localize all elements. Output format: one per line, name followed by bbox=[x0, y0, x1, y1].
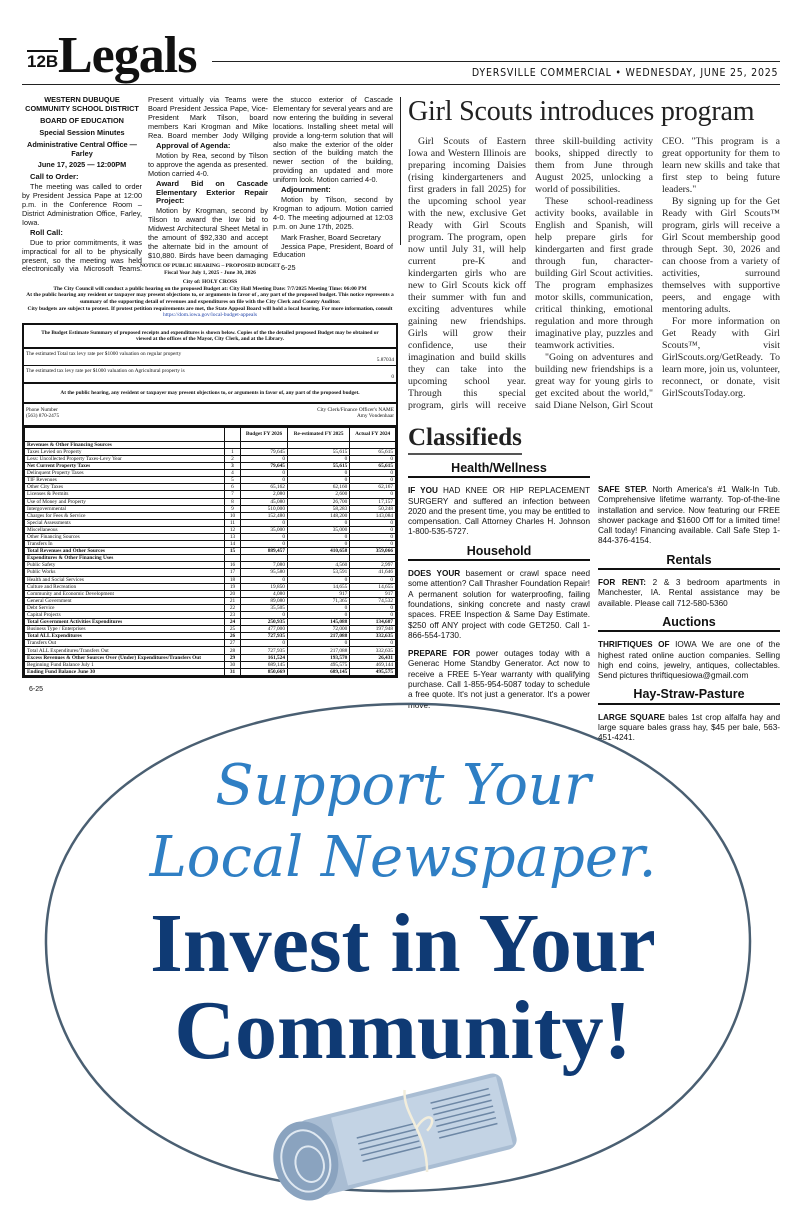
roll-call-text: Due to prior commitments, it was impractical for all to be physically present, so the meeting was held electronically via Microsoft Teams. bbox=[22, 238, 142, 274]
budget-line-number: 9 bbox=[225, 505, 241, 512]
budget-row-label: Revenues & Other Financing Sources bbox=[25, 441, 225, 448]
budget-value-2026: 0 bbox=[241, 541, 288, 548]
budget-row bbox=[25, 541, 396, 548]
budget-value-2026: 0 bbox=[241, 519, 288, 526]
budget-row-label: Total ALL Expenditures/Transfers Out bbox=[25, 647, 225, 654]
budget-value-2025: 0 bbox=[287, 612, 349, 619]
budget-value-2025: 148,200 bbox=[287, 512, 349, 519]
budget-value-2026: 0 bbox=[241, 477, 288, 484]
classified-ad-lead: DOES YOUR bbox=[408, 569, 461, 579]
budget-value-2024: 917 bbox=[350, 590, 396, 597]
budget-row bbox=[25, 519, 396, 526]
call-to-order-text: The meeting was called to order by President Jessica Pape at 12:00 p.m. in the Conference Room – District Administration Office, Farley, Iowa. bbox=[22, 182, 142, 227]
budget-value-2026: 510,000 bbox=[241, 505, 288, 512]
budget-line-number: 2 bbox=[225, 455, 241, 462]
budget-value-2026: 95,580 bbox=[241, 569, 288, 576]
budget-value-2025: 26,700 bbox=[287, 498, 349, 505]
budget-value-2026: 79,645 bbox=[241, 448, 288, 455]
budget-value-2026: 19,850 bbox=[241, 583, 288, 590]
budget-value-2025: 58,283 bbox=[287, 505, 349, 512]
budget-row bbox=[25, 604, 396, 611]
budget-row-label: Total ALL Expenditures bbox=[25, 633, 225, 640]
budget-line-number: 13 bbox=[225, 533, 241, 540]
budget-value-2024: 495,575 bbox=[350, 668, 396, 675]
classified-ad-lead: PREPARE FOR bbox=[408, 649, 471, 659]
budget-row-label: Capital Projects bbox=[25, 612, 225, 619]
budget-value-2025: 217,088 bbox=[287, 647, 349, 654]
budget-row bbox=[25, 647, 396, 654]
budget-value-2024: 50,248 bbox=[350, 505, 396, 512]
budget-row bbox=[25, 441, 396, 448]
classified-ad-text: bales 1st crop alfalfa hay and large square bales grass hay, $45 per bale, 563-451-4241. bbox=[598, 712, 780, 743]
budget-line-number: 29 bbox=[225, 654, 241, 661]
budget-line-number: 22 bbox=[225, 604, 241, 611]
budget-value-2026: 7,080 bbox=[241, 562, 288, 569]
budget-row bbox=[25, 640, 396, 647]
phone-value: (563) 870-2475 bbox=[26, 412, 60, 419]
budget-line-number bbox=[225, 555, 241, 562]
agenda-text: Motion by Rea, second by Tilson to approve the agenda as presented. Motion carried 4-0. bbox=[148, 150, 268, 178]
classified-category-heading: Auctions bbox=[598, 617, 780, 632]
budget-row-label: Special Assessments bbox=[25, 519, 225, 526]
page-number: 12B bbox=[27, 52, 59, 71]
budget-row bbox=[25, 455, 396, 462]
budget-value-2026: 65,162 bbox=[241, 484, 288, 491]
budget-value-2024: 74,532 bbox=[350, 597, 396, 604]
col-header-2025: Re-estimated FY 2025 bbox=[287, 427, 349, 441]
budget-row bbox=[25, 463, 396, 470]
budget-value-2026: 2,080 bbox=[241, 491, 288, 498]
budget-value-2025: 72,000 bbox=[287, 626, 349, 633]
article-paragraph: Girl Scouts of Eastern Iowa and Western Illinois are preparing incoming Daisies (rising kindergarteners and first graders in fall 2025) for the upcoming school year with the new, exclusive Get Ready with Girl Scouts program. The program, open now until July 31, will help current pre-K and kindergarten girls who are new to Girl Scouts kick off their summer with fun and exciting adventures while gaining new friendships. Girls will grow their confidence, use their imagination and build skills they can take into the upcoming school year. Through this special program, girls will receive three skill-building activity books, shipped directly to them from June through August 2025, unlocking a world of possibilities. bbox=[408, 136, 653, 411]
budget-value-2025 bbox=[287, 441, 349, 448]
budget-row-label: Miscellaneous bbox=[25, 526, 225, 533]
budget-value-2025: 0 bbox=[287, 519, 349, 526]
budget-value-2026: 0 bbox=[241, 576, 288, 583]
budget-row bbox=[25, 484, 396, 491]
budget-value-2026: 0 bbox=[241, 640, 288, 647]
classified-ad-lead: FOR RENT: bbox=[598, 578, 647, 588]
budget-value-2024: 26,431 bbox=[350, 654, 396, 661]
article-paragraph: These school-readiness activity books, available in English and Spanish, will help prepare girls for kindergarten and first grade through fun, character-building Girl Scout activities. The program emphasizes motor skills, communication, critical thinking, emotional regulation and more through imaginative play, puzzles and teamwork activities. bbox=[535, 196, 653, 351]
budget-row-label: Culture and Recreation bbox=[25, 583, 225, 590]
budget-value-2026: 35,000 bbox=[241, 526, 288, 533]
budget-line-number: 12 bbox=[225, 526, 241, 533]
budget-value-2026: 850,669 bbox=[241, 668, 288, 675]
budget-row-label: Delinquent Property Taxes bbox=[25, 470, 225, 477]
budget-value-2024: 0 bbox=[350, 491, 396, 498]
article-paragraph: By signing up for the Get Ready with Girl Scouts™ program, girls will receive a Girl Scout membership good through Sept. 30, 2026 and can choose from a variety of activities, surround themselves with supportive peers, and engage with mentoring adults. bbox=[662, 196, 780, 315]
award-heading: Award Bid on Cascade Elementary Exterior Repair Project: bbox=[156, 178, 268, 206]
budget-row-label: Health and Social Services bbox=[25, 576, 225, 583]
budget-line-number: 15 bbox=[225, 548, 241, 555]
budget-row bbox=[25, 470, 396, 477]
budget-summary-intro: The Budget Estimate Summary of proposed receipts and expenditures is shown below. Copies of the the detailed proposed Budget may be obtained or viewed at the offices of the Mayor, City Clerk, and at the Library. bbox=[24, 325, 396, 349]
budget-value-2026: 45,080 bbox=[241, 498, 288, 505]
budget-row-label: Use of Money and Property bbox=[25, 498, 225, 505]
budget-value-2026 bbox=[241, 555, 288, 562]
budget-value-2025: 2,600 bbox=[287, 491, 349, 498]
budget-row-label: General Government bbox=[25, 597, 225, 604]
budget-line-number: 18 bbox=[225, 576, 241, 583]
budget-row-label: Less: Uncollected Property Taxes-Levy Year bbox=[25, 455, 225, 462]
budget-value-2026: 477,000 bbox=[241, 626, 288, 633]
classified-ad bbox=[598, 640, 780, 681]
budget-value-2024: 0 bbox=[350, 541, 396, 548]
budget-notice bbox=[22, 263, 398, 693]
budget-line-number: 31 bbox=[225, 668, 241, 675]
budget-row-label: Net Current Property Taxes bbox=[25, 463, 225, 470]
line-header bbox=[225, 427, 241, 441]
award-text: Motion by Krogman, second by Tilson to award the low bid to Midwest Architectural Sheet Metal in the amount of $92,330 and accept the alternate bid in the amount of $10,880. Birds have been damaging bbox=[148, 207, 268, 260]
budget-row-label: Transfers Out bbox=[25, 640, 225, 647]
roll-call-heading: Roll Call: bbox=[30, 227, 63, 237]
budget-value-2026: 79,645 bbox=[241, 463, 288, 470]
classified-ad-text: power outages today with a Generac Home Standby Generator. Act now to receive a FREE 5-Year warranty with qualifying purchase. Call 1-855-954-5087 today to schedule a free quote. It's not just a generator. It's a power move. bbox=[408, 649, 591, 710]
notice-fiscal-year: Fiscal Year July 1, 2025 - June 30, 2026 bbox=[164, 269, 256, 276]
minutes-heading: BOARD OF EDUCATION bbox=[40, 115, 124, 125]
minutes-heading: Administrative Central Office — Farley bbox=[27, 139, 137, 158]
article-paragraph: For more information on Get Ready with Girl Scouts™, visit GirlScouts.org/GetReady. To learn more, join us, volunteer, reconnect, or donate, visit GirlScoutsToday.org. bbox=[662, 316, 780, 399]
ad-headline-line-1: Invest in Your bbox=[150, 897, 656, 990]
agenda-heading: Approval of Agenda: bbox=[156, 141, 231, 150]
budget-value-2026 bbox=[241, 441, 288, 448]
budget-row-label: Ending Fund Balance June 30 bbox=[25, 668, 225, 675]
budget-value-2025: 71,365 bbox=[287, 597, 349, 604]
budget-value-2026: 727,935 bbox=[241, 647, 288, 654]
budget-row-label: Total Government Activities Expenditures bbox=[25, 619, 225, 626]
col-header-2024: Actual FY 2024 bbox=[350, 427, 396, 441]
budget-line-number: 20 bbox=[225, 590, 241, 597]
classified-ad-lead: IF YOU bbox=[408, 486, 438, 496]
budget-row-label: Public Works bbox=[25, 569, 225, 576]
budget-line-number: 7 bbox=[225, 491, 241, 498]
budget-value-2024: 0 bbox=[350, 576, 396, 583]
budget-value-2024: 197,948 bbox=[350, 626, 396, 633]
paper-dateline: DYERSVILLE COMMERCIAL • WEDNESDAY, JUNE 25, 2025 bbox=[471, 66, 778, 79]
budget-line-number bbox=[225, 441, 241, 448]
budget-row-label: Other Financing Sources bbox=[25, 533, 225, 540]
budget-value-2024: 41,646 bbox=[350, 569, 396, 576]
budget-value-2025: 4,560 bbox=[287, 562, 349, 569]
classified-category-heading: Health/Wellness bbox=[408, 463, 590, 478]
budget-row bbox=[25, 626, 396, 633]
budget-value-2025: 0 bbox=[287, 576, 349, 583]
budget-value-2025: 917 bbox=[287, 590, 349, 597]
budget-value-2025: 0 bbox=[287, 455, 349, 462]
budget-line-number: 4 bbox=[225, 470, 241, 477]
article-body bbox=[408, 136, 780, 412]
minutes-heading: WESTERN DUBUQUE COMMUNITY SCHOOL DISTRICT bbox=[25, 95, 139, 113]
classified-ad-text: basement or crawl space need some attention? Call Thrasher Foundation Repair! A permanent solution for waterproofing, failing foundations, sinking concrete and nasty crawl spaces. FREE Inspection & Same Day Estimate. $250 off ANY project with code GET250. Call 1-866-554-1730. bbox=[408, 569, 590, 640]
clerk-label: City Clerk/Finance Officer's NAME bbox=[317, 406, 394, 413]
budget-line-number: 26 bbox=[225, 633, 241, 640]
budget-value-2025: 53,591 bbox=[287, 569, 349, 576]
budget-row bbox=[25, 548, 396, 555]
minutes-code: 6-25 bbox=[281, 263, 296, 273]
classifieds-title: Classifieds bbox=[408, 424, 522, 455]
header-divider bbox=[22, 84, 780, 85]
budget-line-number: 21 bbox=[225, 597, 241, 604]
budget-row-label: Excess Revenues & Other Sources Over (Under) Expenditures/Transfers Out bbox=[25, 654, 225, 661]
article-paragraph: "Going on adventures and building new friendships is a great way for young girls to get excited about the world," said Diane Nelson, Girl Scout CEO. "This program is a great opportunity for them to learn new skills and take that first step to being future leaders." bbox=[535, 136, 780, 411]
budget-value-2024: 0 bbox=[350, 533, 396, 540]
roll-call-continued: Present virtually via Teams were Board President Jessica Pape, Vice-President Mark Tilson, board members Kari Krogman and Mike Rea. Board member Jody Willging bbox=[148, 96, 268, 140]
budget-value-2024: 2,997 bbox=[350, 562, 396, 569]
adjournment-text: Motion by Tilson, second by Krogman to adjourn. Motion carried 4-0. The meeting adjourned at 12:03 p.m. on June 17th, 2025. bbox=[273, 194, 393, 231]
budget-value-2024 bbox=[350, 555, 396, 562]
col-header-2026: Budget FY 2026 bbox=[241, 427, 288, 441]
budget-value-2026: 727,935 bbox=[241, 633, 288, 640]
budget-value-2025: 14,655 bbox=[287, 583, 349, 590]
budget-value-2024 bbox=[350, 441, 396, 448]
budget-line-number: 3 bbox=[225, 463, 241, 470]
levy-rate-regular-value: 5.87034 bbox=[376, 356, 394, 363]
budget-value-2024: 0 bbox=[350, 519, 396, 526]
budget-row-label: Public Safety bbox=[25, 562, 225, 569]
budget-row-label: Beginning Fund Balance July 1 bbox=[25, 661, 225, 668]
budget-value-2026: 0 bbox=[241, 612, 288, 619]
budget-value-2024: 0 bbox=[350, 470, 396, 477]
budget-line-number: 8 bbox=[225, 498, 241, 505]
budget-row-label: Community and Economic Development bbox=[25, 590, 225, 597]
section-title: Legals bbox=[58, 27, 197, 84]
budget-value-2025: 193,570 bbox=[287, 654, 349, 661]
article-headline: Girl Scouts introduces program bbox=[408, 96, 755, 127]
budget-row-label: Total Revenues and Other Sources bbox=[25, 548, 225, 555]
phone-label: Phone Number bbox=[26, 406, 58, 413]
budget-row-label: Debt Service bbox=[25, 604, 225, 611]
budget-row bbox=[25, 583, 396, 590]
call-to-order-heading: Call to Order: bbox=[30, 172, 79, 182]
budget-row-label: Business Type / Enterprises bbox=[25, 626, 225, 633]
budget-line-number: 6 bbox=[225, 484, 241, 491]
classified-category-heading: Hay-Straw-Pasture bbox=[598, 689, 780, 704]
budget-value-2024: 469,144 bbox=[350, 661, 396, 668]
budget-line-number: 19 bbox=[225, 583, 241, 590]
budget-table bbox=[24, 427, 396, 676]
budget-row bbox=[25, 668, 396, 675]
notice-code: 6-25 bbox=[29, 685, 44, 693]
budget-line-number: 24 bbox=[225, 619, 241, 626]
budget-value-2024: 332,635 bbox=[350, 647, 396, 654]
budget-line-number: 14 bbox=[225, 541, 241, 548]
budget-value-2025: 0 bbox=[287, 470, 349, 477]
budget-line-number: 27 bbox=[225, 640, 241, 647]
column-divider bbox=[400, 97, 401, 245]
budget-row-label: Expenditures & Other Financing Uses bbox=[25, 555, 225, 562]
budget-value-2026: 89,080 bbox=[241, 597, 288, 604]
budget-row bbox=[25, 654, 396, 661]
header-rule bbox=[212, 61, 780, 62]
budget-value-2025: 0 bbox=[287, 640, 349, 647]
classified-ad-text: IOWA We are one of the highest rated online auction companies. Selling high end coins, jewelry, antiques, collectables. Send pictures thriftiquesiowa@gmail.com bbox=[598, 640, 780, 681]
budget-value-2024: 17,157 bbox=[350, 498, 396, 505]
budget-row bbox=[25, 597, 396, 604]
budget-row bbox=[25, 661, 396, 668]
hearing-statement: At the public hearing, any resident or taxpayer may present objections to, or arguments in favor of, any part of the proposed budget. bbox=[24, 384, 396, 404]
budget-value-2025: 217,088 bbox=[287, 633, 349, 640]
budget-row bbox=[25, 576, 396, 583]
budget-row bbox=[25, 526, 396, 533]
classified-category-heading: Rentals bbox=[598, 555, 780, 570]
budget-value-2024: 0 bbox=[350, 526, 396, 533]
budget-row bbox=[25, 569, 396, 576]
levy-rate-ag-value: 0 bbox=[391, 373, 394, 380]
budget-value-2024: 134,687 bbox=[350, 619, 396, 626]
budget-row bbox=[25, 533, 396, 540]
budget-row bbox=[25, 505, 396, 512]
budget-row bbox=[25, 512, 396, 519]
budget-line-number: 16 bbox=[225, 562, 241, 569]
budget-value-2026: 0 bbox=[241, 470, 288, 477]
notice-line-2: At the public hearing any resident or taxpayer may present objections to, or arguments in favor of , any part of the proposed budget. This notice represents a summary of the supporting detail of revenues and expenditures on file with the City Clerk and County Auditor. bbox=[26, 292, 394, 305]
levy-rate-regular-label: The estimated Total tax levy rate per $1000 valuation on regular property bbox=[26, 350, 182, 357]
budget-value-2026: 689,145 bbox=[241, 661, 288, 668]
classified-ad-text: 2 & 3 bedroom apartments in Manchester, IA. Rental assistance may be available. Please call 712-580-5360 bbox=[598, 578, 780, 608]
budget-line-number: 17 bbox=[225, 569, 241, 576]
classified-ad-lead: THRIFTIQUES OF bbox=[598, 640, 670, 650]
budget-value-2025: 145,088 bbox=[287, 619, 349, 626]
budget-value-2026: 0 bbox=[241, 533, 288, 540]
signature-secretary: Mark Frasher, Board Secretary bbox=[281, 232, 381, 242]
budget-row bbox=[25, 498, 396, 505]
classified-ad-lead: SAFE STEP. bbox=[598, 485, 648, 494]
support-newspaper-ad bbox=[38, 686, 758, 1216]
budget-value-2024: 0 bbox=[350, 640, 396, 647]
budget-line-number: 30 bbox=[225, 661, 241, 668]
budget-value-2024: 332,635 bbox=[350, 633, 396, 640]
classified-ad bbox=[598, 578, 780, 609]
budget-line-number: 11 bbox=[225, 519, 241, 526]
minutes-column-3 bbox=[273, 96, 393, 273]
budget-value-2025 bbox=[287, 555, 349, 562]
notice-city: City of: HOLY CROSS bbox=[182, 279, 238, 286]
budget-value-2025: 0 bbox=[287, 477, 349, 484]
budget-line-number: 1 bbox=[225, 448, 241, 455]
classified-ad bbox=[408, 569, 590, 641]
contact-row bbox=[24, 404, 396, 427]
budget-row-label: Licenses & Permits bbox=[25, 491, 225, 498]
adjournment-heading: Adjournment: bbox=[281, 185, 331, 195]
budget-value-2026: 35,505 bbox=[241, 604, 288, 611]
notice-line-1: The City Council will conduct a public hearing on the proposed Budget at: City Hall Meeting Date: 7/7/2025 Meeting Time: 06:00 PM bbox=[53, 285, 367, 292]
budget-value-2024: 62,167 bbox=[350, 484, 396, 491]
minutes-heading: June 17, 2025 — 12:00PM bbox=[37, 160, 127, 170]
budget-row bbox=[25, 477, 396, 484]
budget-value-2026: 161,524 bbox=[241, 654, 288, 661]
budget-summary-table bbox=[22, 323, 398, 678]
budget-line-number: 25 bbox=[225, 626, 241, 633]
minutes-column-1 bbox=[22, 96, 142, 274]
budget-notice-header bbox=[22, 263, 398, 319]
budget-value-2025: 62,160 bbox=[287, 484, 349, 491]
budget-value-2024: 0 bbox=[350, 604, 396, 611]
budget-value-2025: 0 bbox=[287, 541, 349, 548]
classified-category-heading: Household bbox=[408, 546, 590, 561]
budget-value-2024: 0 bbox=[350, 477, 396, 484]
budget-value-2025: 689,145 bbox=[287, 668, 349, 675]
budget-value-2024: 14,655 bbox=[350, 583, 396, 590]
budget-value-2024: 65,615 bbox=[350, 448, 396, 455]
budget-value-2024: 143,084 bbox=[350, 512, 396, 519]
notice-line-3: City budgets are subject to protest. If protest petition requirements are met, the State Appeal Board will hold a local hearing. For more information, consult bbox=[27, 305, 393, 312]
levy-rate-regular bbox=[24, 349, 396, 366]
budget-row bbox=[25, 562, 396, 569]
classified-ad-lead: LARGE SQUARE bbox=[598, 712, 665, 722]
budget-line-number: 28 bbox=[225, 647, 241, 654]
budget-value-2025: 0 bbox=[287, 533, 349, 540]
minutes-heading: Special Session Minutes bbox=[39, 127, 125, 137]
budget-value-2026: 0 bbox=[241, 455, 288, 462]
budget-value-2025: 0 bbox=[287, 604, 349, 611]
budget-row bbox=[25, 590, 396, 597]
levy-rate-ag-label: The estimated tax levy rate per $1000 valuation on Agricultural property is bbox=[26, 367, 185, 374]
budget-row-label: Taxes Levied on Property bbox=[25, 448, 225, 455]
budget-row-label: Charges for Fees & Service bbox=[25, 512, 225, 519]
classified-ad-text: HAD KNEE OR HIP REPLACEMENT SURGERY and suffered an infection between 2020 and the present time, you may be entitled to compensation. Call Attorney Charles H. Johnson 1-800-535-5727. bbox=[408, 486, 590, 537]
budget-row bbox=[25, 619, 396, 626]
budget-value-2025: 495,575 bbox=[287, 661, 349, 668]
ad-script-line-1: Support Your bbox=[215, 753, 591, 818]
budget-value-2026: 4,080 bbox=[241, 590, 288, 597]
right-column-area bbox=[408, 96, 780, 752]
budget-row bbox=[25, 448, 396, 455]
budget-value-2025: 35,000 bbox=[287, 526, 349, 533]
budget-line-number: 23 bbox=[225, 612, 241, 619]
budget-row bbox=[25, 555, 396, 562]
budget-line-number: 5 bbox=[225, 477, 241, 484]
budget-row bbox=[25, 612, 396, 619]
budget-value-2024: 0 bbox=[350, 612, 396, 619]
budget-value-2026: 152,480 bbox=[241, 512, 288, 519]
budget-value-2025: 410,658 bbox=[287, 548, 349, 555]
budget-row bbox=[25, 633, 396, 640]
budget-value-2024: 65,615 bbox=[350, 463, 396, 470]
clerk-name: Amy Vondenhaar bbox=[356, 412, 394, 419]
budget-value-2024: 0 bbox=[350, 455, 396, 462]
budget-value-2026: 250,935 bbox=[241, 619, 288, 626]
budget-row bbox=[25, 491, 396, 498]
signature-president: Jessica Pape, President, Board of Education bbox=[273, 241, 393, 260]
budget-row-label: Intergovernmental bbox=[25, 505, 225, 512]
budget-row-label: Other City Taxes bbox=[25, 484, 225, 491]
budget-value-2024: 359,066 bbox=[350, 548, 396, 555]
ad-script-line-2: Local Newspaper. bbox=[149, 825, 657, 890]
budget-line-number: 10 bbox=[225, 512, 241, 519]
budget-value-2025: 55,615 bbox=[287, 448, 349, 455]
ad-headline-line-2: Community! bbox=[174, 984, 632, 1077]
notice-title: NOTICE OF PUBLIC HEARING – PROPOSED BUDGET bbox=[139, 263, 281, 269]
classified-ad-text: North America's #1 Walk-In Tub. Comprehensive lifetime warranty. Top-of-the-line installation and service. Now featuring our FREE shower package and $1600 Off for a limited time! Call today! Financing available. Call Safe Step 1-844-376-4154. bbox=[598, 485, 781, 546]
budget-row-label: TIF Revenues bbox=[25, 477, 225, 484]
budget-value-2025: 55,615 bbox=[287, 463, 349, 470]
award-continued: the stucco exterior of Cascade Elementary for several years and are now entering the building in several locations. Installing sheet metal will provide a long-term solution that will also make the exterior of the older section of the building match the newer section of the building, providing an updated and more uniform look. Motion carried 4-0. bbox=[273, 95, 393, 185]
minutes-column-2 bbox=[148, 96, 268, 261]
label-header bbox=[25, 427, 225, 441]
budget-appeals-link[interactable]: https://dom.iowa.gov/local-budget-appeals bbox=[162, 312, 258, 319]
classified-ad bbox=[598, 485, 780, 547]
budget-row-label: Transfers In bbox=[25, 541, 225, 548]
levy-rate-agricultural bbox=[24, 366, 396, 384]
classified-ad bbox=[408, 486, 590, 537]
budget-value-2026: 889,457 bbox=[241, 548, 288, 555]
